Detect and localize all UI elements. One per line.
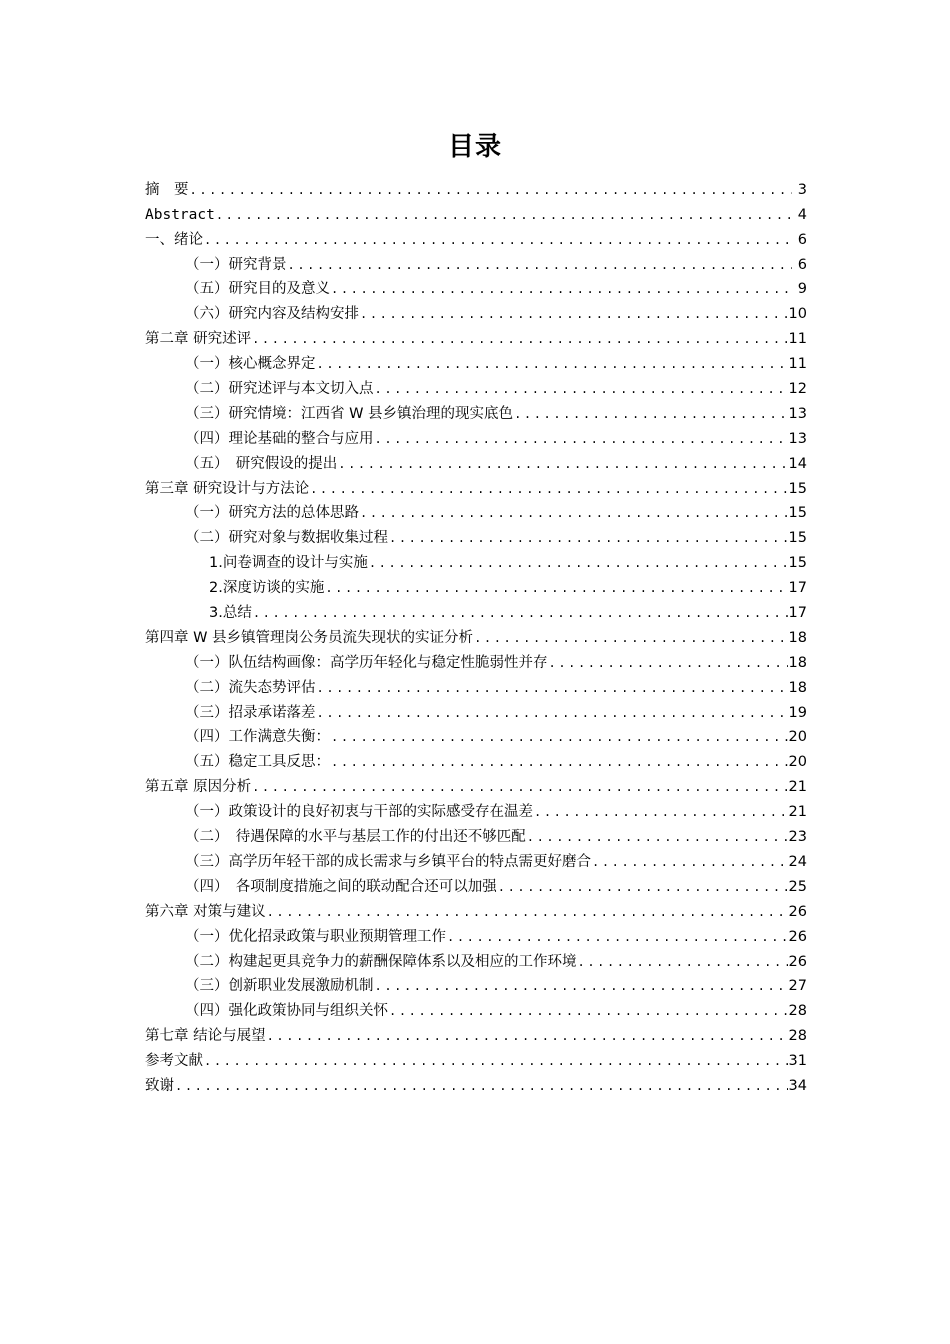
toc-entry[interactable] [145, 722, 807, 747]
toc-page-number: 15 [788, 480, 807, 497]
toc-page-number: 28 [788, 1028, 807, 1045]
toc-dot-leader [204, 231, 792, 249]
toc-entry[interactable] [145, 448, 807, 473]
toc-entry[interactable] [145, 971, 807, 996]
toc-page-number: 11 [788, 356, 807, 373]
toc-entry-title: （三）招录承诺落差 [185, 704, 316, 721]
toc-page-number: 4 [797, 206, 807, 223]
toc-entry-title: 2.深度访谈的实施 [209, 580, 325, 597]
toc-dot-leader [253, 604, 788, 622]
toc-page-number: 13 [788, 405, 807, 422]
toc-dot-leader [338, 455, 787, 473]
toc-dot-leader [310, 480, 787, 498]
toc-entry-title: （二） 待遇保障的水平与基层工作的付出还不够匹配 [185, 829, 526, 846]
toc-entry-title: （一）研究背景 [185, 256, 287, 273]
toc-page-number: 34 [788, 1077, 807, 1094]
toc-page-number: 6 [797, 256, 807, 273]
table-of-contents [145, 174, 807, 1095]
toc-entry[interactable] [145, 174, 807, 199]
toc-entry-title: （一）队伍结构画像：高学历年轻化与稳定性脆弱性并存 [185, 654, 548, 671]
toc-page-number: 15 [788, 555, 807, 572]
toc-page-number: 20 [788, 729, 807, 746]
toc-entry[interactable] [145, 224, 807, 249]
toc-entry[interactable] [145, 1070, 807, 1095]
toc-entry-title: （六）研究内容及结构安排 [185, 306, 359, 323]
toc-page-number: 24 [788, 853, 807, 870]
toc-page-number: 18 [788, 654, 807, 671]
toc-entry[interactable] [145, 498, 807, 523]
toc-page-number: 17 [788, 605, 807, 622]
toc-dot-leader [360, 305, 788, 323]
toc-entry-title: （五）稳定工具反思： [185, 754, 330, 771]
toc-entry-title: 致谢 [145, 1077, 174, 1094]
toc-dot-leader [447, 928, 788, 946]
toc-entry-title: （四）工作满意失衡： [185, 729, 330, 746]
toc-page-number: 18 [788, 679, 807, 696]
toc-page-number: 12 [788, 381, 807, 398]
toc-dot-leader [331, 728, 788, 746]
toc-entry[interactable] [145, 547, 807, 572]
toc-dot-leader [592, 853, 788, 871]
toc-entry-title: 1.问卷调查的设计与实施 [209, 555, 368, 572]
toc-entry[interactable] [145, 473, 807, 498]
toc-page-number: 20 [788, 754, 807, 771]
toc-entry[interactable] [145, 846, 807, 871]
toc-dot-leader [252, 778, 787, 796]
toc-entry[interactable] [145, 572, 807, 597]
toc-entry-title: （四）理论基础的整合与应用 [185, 430, 374, 447]
toc-entry[interactable] [145, 821, 807, 846]
toc-dot-leader [216, 206, 792, 224]
toc-page-number: 9 [797, 281, 807, 298]
toc-dot-leader [331, 280, 792, 298]
toc-entry-title: （三）研究情境：江西省 W 县乡镇治理的现实底色 [185, 405, 514, 422]
toc-entry-title: （三）创新职业发展激励机制 [185, 978, 374, 995]
toc-dot-leader [288, 256, 793, 274]
toc-entry[interactable] [145, 298, 807, 323]
toc-page-number: 11 [788, 331, 807, 348]
toc-entry[interactable] [145, 423, 807, 448]
toc-dot-leader [204, 1052, 788, 1070]
toc-page-number: 13 [788, 430, 807, 447]
toc-entry-title: （五） 研究假设的提出 [185, 455, 338, 472]
toc-dot-leader [389, 529, 788, 547]
toc-dot-leader [369, 554, 788, 572]
toc-entry-title: 一、绪论 [145, 231, 203, 248]
toc-entry-title: （五）研究目的及意义 [185, 281, 330, 298]
toc-dot-leader [267, 903, 788, 921]
toc-entry[interactable] [145, 896, 807, 921]
toc-entry[interactable] [145, 398, 807, 423]
toc-entry-title: 第四章 W 县乡镇管理岗公务员流失现状的实证分析 [145, 629, 474, 646]
toc-page-number: 27 [788, 978, 807, 995]
toc-page-number: 10 [788, 306, 807, 323]
toc-page-number: 15 [788, 530, 807, 547]
toc-entry-title: （四）强化政策协同与组织关怀 [185, 1003, 388, 1020]
toc-entry-title: （二）构建起更具竞争力的薪酬保障体系以及相应的工作环境 [185, 953, 577, 970]
toc-dot-leader [190, 181, 793, 199]
toc-page-number: 26 [788, 903, 807, 920]
toc-entry[interactable] [145, 249, 807, 274]
toc-dot-leader [317, 355, 788, 373]
toc-entry[interactable] [145, 1045, 807, 1070]
toc-dot-leader [534, 803, 788, 821]
toc-page-number: 21 [788, 804, 807, 821]
toc-entry[interactable] [145, 323, 807, 348]
toc-entry-title: 参考文献 [145, 1053, 203, 1070]
toc-dot-leader [375, 977, 788, 995]
toc-entry[interactable] [145, 995, 807, 1020]
toc-entry[interactable] [145, 871, 807, 896]
toc-dot-leader [549, 654, 788, 672]
toc-page-number: 23 [788, 829, 807, 846]
toc-page-number: 14 [788, 455, 807, 472]
toc-entry-title: （一）优化招录政策与职业预期管理工作 [185, 928, 446, 945]
toc-entry[interactable] [145, 199, 807, 224]
toc-entry-title: 摘 要 [145, 181, 189, 198]
toc-entry[interactable] [145, 796, 807, 821]
toc-entry[interactable] [145, 348, 807, 373]
toc-page-number: 18 [788, 629, 807, 646]
toc-entry[interactable] [145, 597, 807, 622]
toc-dot-leader [317, 704, 788, 722]
toc-entry[interactable] [145, 672, 807, 697]
toc-page-number: 21 [788, 779, 807, 796]
toc-dot-leader [331, 753, 788, 771]
toc-entry-title: （二）研究述评与本文切入点 [185, 381, 374, 398]
toc-entry[interactable] [145, 1020, 807, 1045]
toc-entry-title: 第七章 结论与展望 [145, 1028, 266, 1045]
toc-entry-title: （一）核心概念界定 [185, 356, 316, 373]
toc-dot-leader [252, 330, 787, 348]
toc-page-number: 26 [788, 953, 807, 970]
toc-page-number: 19 [788, 704, 807, 721]
toc-page-number: 31 [788, 1053, 807, 1070]
toc-entry[interactable] [145, 522, 807, 547]
toc-entry-title: Abstract [145, 206, 215, 223]
toc-dot-leader [360, 504, 788, 522]
toc-dot-leader [498, 878, 788, 896]
toc-page-number: 25 [788, 878, 807, 895]
toc-entry[interactable] [145, 746, 807, 771]
toc-dot-leader [317, 679, 788, 697]
toc-entry-title: （四） 各项制度措施之间的联动配合还可以加强 [185, 878, 497, 895]
toc-entry-title: （二）研究对象与数据收集过程 [185, 530, 388, 547]
toc-dot-leader [375, 430, 788, 448]
toc-entry-title: （一）研究方法的总体思路 [185, 505, 359, 522]
toc-entry-title: （二）流失态势评估 [185, 679, 316, 696]
toc-dot-leader [375, 380, 788, 398]
toc-dot-leader [578, 953, 788, 971]
toc-page-number: 6 [797, 231, 807, 248]
toc-dot-leader [175, 1077, 788, 1095]
toc-entry-title: 第三章 研究设计与方法论 [145, 480, 310, 497]
page-title: 目录 [447, 132, 502, 162]
toc-page-number: 17 [788, 580, 807, 597]
toc-dot-leader [325, 579, 787, 597]
toc-entry-title: （一）政策设计的良好初衷与干部的实际感受存在温差 [185, 804, 533, 821]
toc-dot-leader [527, 828, 788, 846]
toc-entry-title: 3.总结 [209, 605, 252, 622]
toc-entry[interactable] [145, 771, 807, 796]
toc-entry-title: （三）高学历年轻干部的成长需求与乡镇平台的特点需更好磨合 [185, 853, 591, 870]
toc-entry[interactable] [145, 274, 807, 299]
toc-page-number: 15 [788, 505, 807, 522]
toc-entry-title: 第六章 对策与建议 [145, 903, 266, 920]
toc-dot-leader [267, 1027, 788, 1045]
toc-dot-leader [389, 1002, 788, 1020]
toc-entry[interactable] [145, 697, 807, 722]
toc-entry[interactable] [145, 373, 807, 398]
toc-entry[interactable] [145, 622, 807, 647]
toc-entry-title: 第五章 原因分析 [145, 779, 252, 796]
toc-page-number: 28 [788, 1003, 807, 1020]
toc-dot-leader [514, 405, 787, 423]
toc-page-number: 26 [788, 928, 807, 945]
toc-entry[interactable] [145, 921, 807, 946]
toc-dot-leader [474, 629, 787, 647]
toc-entry[interactable] [145, 647, 807, 672]
toc-entry[interactable] [145, 946, 807, 971]
toc-page-number: 3 [797, 181, 807, 198]
toc-entry-title: 第二章 研究述评 [145, 331, 252, 348]
